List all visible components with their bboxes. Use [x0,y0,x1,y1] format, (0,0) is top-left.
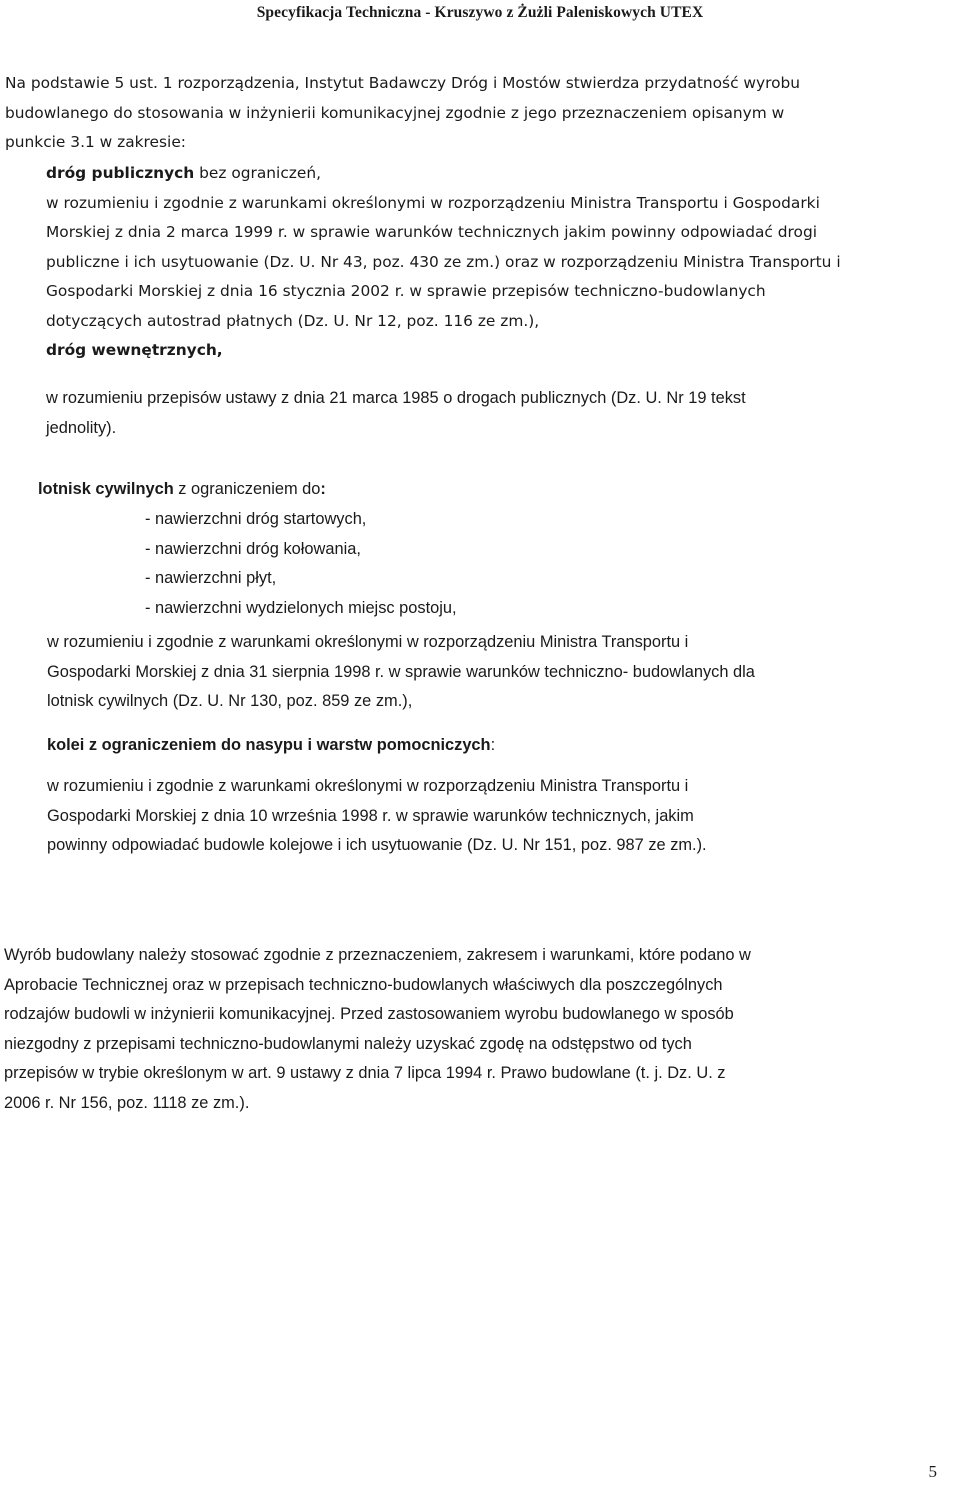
internal-roads-text [46,384,960,443]
airports-text [47,628,905,717]
internal-roads-heading-line [46,336,960,366]
airports-list-item: - nawierzchni dróg startowych, [145,510,367,528]
airports-heading-line [38,475,938,505]
airports-list-item: - nawierzchni dróg kołowania, [145,539,361,558]
intro-paragraph [5,69,960,158]
airports-line-3: lotnisk cywilnych (Dz. U. Nr 130, poz. 859 ze zm.), [47,692,413,710]
public-roads-heading-rest: bez ograniczeń, [194,164,321,182]
page-number: 5 [928,1462,937,1481]
airports-heading-colon: : [320,480,326,498]
page-header-title: Specyfikacja Techniczna - Kruszywo z Żużli Paleniskowych UTEX [256,4,704,21]
final-line-6: 2006 r. Nr 156, poz. 1118 ze zm.). [4,1093,250,1112]
internal-roads-line-1: w rozumieniu przepisów ustawy z dnia 21 marca 1985 o drogach publicznych (Dz. U. Nr 19 tekst [46,389,746,407]
railways-line-2: Gospodarki Morskiej z dnia 10 września 1998 r. w sprawie warunków technicznych, jakim [47,806,694,825]
final-paragraph [4,941,904,1118]
intro-line-2: budowlanego do stosowania w inżynierii komunikacyjnej zgodnie z jego przeznaczeniem opisanym w [5,103,785,122]
intro-line-1: Na podstawie 5 ust. 1 rozporządzenia, Instytut Badawczy Dróg i Mostów stwierdza przydatność wyrobu [5,74,801,92]
airports-line-2: Gospodarki Morskiej z dnia 31 sierpnia 1998 r. w sprawie warunków techniczno- budowlanych dla [47,662,755,681]
railways-heading: kolei z ograniczeniem do nasypu i warstw pomocniczych [47,736,491,754]
airports-line-1: w rozumieniu i zgodnie z warunkami określonymi w rozporządzeniu Ministra Transportu i [47,633,689,651]
airports-heading-block [38,475,938,505]
public-roads-heading: dróg publicznych [46,164,195,182]
public-roads-line-1: w rozumieniu i zgodnie z warunkami określonymi w rozporządzeniu Ministra Transportu i Gospodarki [46,193,820,212]
railways-heading-rest: : [490,736,496,754]
final-line-2: Aprobacie Technicznej oraz w przepisach techniczno-budowlanych właściwych dla poszczególnych [4,975,723,994]
railways-heading-line [47,731,905,761]
railways-line-1: w rozumieniu i zgodnie z warunkami określonymi w rozporządzeniu Ministra Transportu i [47,777,689,795]
public-roads-line-3: publiczne i ich usytuowanie (Dz. U. Nr 43, poz. 430 ze zm.) oraz w rozporządzeniu Ministra Transportu i [46,252,841,271]
airports-list-item: - nawierzchni wydzielonych miejsc postoju, [145,598,457,617]
airports-heading-rest: z ograniczeniem do [173,480,321,498]
airports-list-item: - nawierzchni płyt, [145,569,277,587]
intro-line-3: punkcie 3.1 w zakresie: [5,133,186,151]
public-roads-heading-line [46,159,960,189]
public-roads-line-4: Gospodarki Morskiej z dnia 16 stycznia 2002 r. w sprawie przepisów techniczno-budowlanych [46,282,766,300]
final-line-5: przepisów w trybie określonym w art. 9 ustawy z dnia 7 lipca 1994 r. Prawo budowlane (t. j. Dz. U. z [4,1064,726,1082]
final-line-3: rodzajów budowli w inżynierii komunikacyjnej. Przed zastosowaniem wyrobu budowlanego w sposób [4,1005,734,1023]
internal-roads-heading: dróg wewnętrznych, [46,341,223,359]
railways-heading-block [47,731,905,761]
airports-heading: lotnisk cywilnych [38,480,174,498]
railways-line-3: powinny odpowiadać budowle kolejowe i ich usytuowanie (Dz. U. Nr 151, poz. 987 ze zm.). [47,836,707,854]
public-roads-section [46,159,960,366]
airports-list [145,505,845,623]
internal-roads-line-2: jednolity). [46,418,117,437]
public-roads-line-5: dotyczących autostrad płatnych (Dz. U. Nr 12, poz. 116 ze zm.), [46,311,540,330]
public-roads-line-2: Morskiej z dnia 2 marca 1999 r. w sprawie warunków technicznych jakim powinny odpowiadać drogi [46,223,818,241]
final-line-4: niezgodny z przepisami techniczno-budowlanymi należy uzyskać zgodę na odstępstwo od tych [4,1034,692,1053]
railways-text [47,772,905,861]
final-line-1: Wyrób budowlany należy stosować zgodnie z przeznaczeniem, zakresem i warunkami, które podano w [4,946,751,964]
